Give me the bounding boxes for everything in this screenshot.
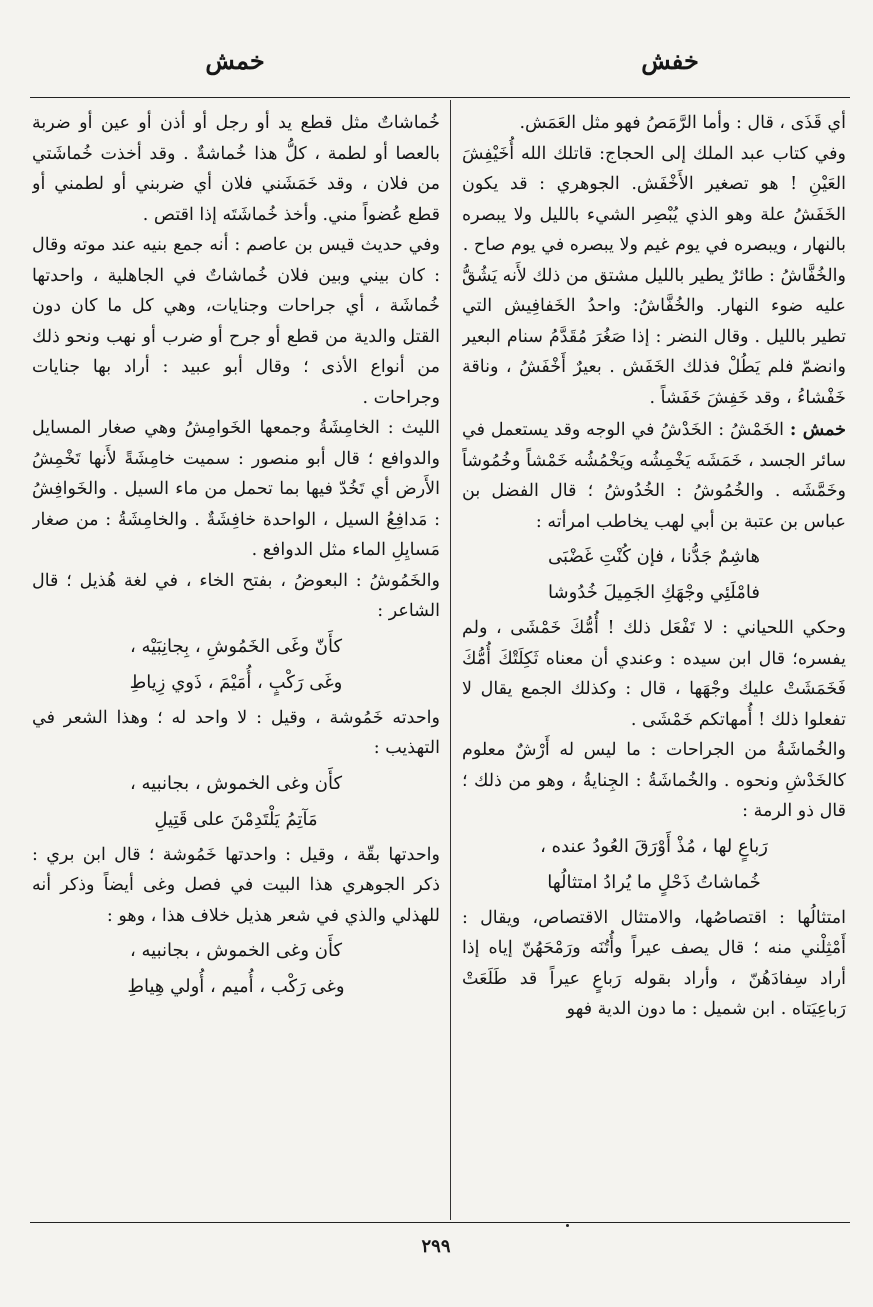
verse-line: رَباعٍ لها ، مُذْ أَوْرَقَ العُودُ عنده ، xyxy=(540,835,768,857)
right-column xyxy=(462,108,846,1216)
paragraph: واحدتها بقّة ، وقيل : واحدتها خَمُوشة ؛ قال ابن بري : ذكر الجوهري هذا البيت في فصل وغى أيضاً وذكر أنه للهذلي والذي في شعر هذيل خلاف هذا ، وهو : xyxy=(32,844,440,926)
paragraph: أي قَذَى ، قال : وأما الرَّمَصُ فهو مثل العَمَش. xyxy=(519,113,846,133)
running-header-left: خمش xyxy=(205,46,265,75)
verse-line: خُماشاتُ ذَحْلٍ ما يُرادُ امتثالُها xyxy=(547,871,761,893)
verse-line: وغى رَكْب ، أُميم ، أُولي هِياطِ xyxy=(127,976,345,997)
running-header-right: خفش xyxy=(641,46,699,75)
paragraph: والخُماشَةُ من الجراحات : ما ليس له أَرْشٌ معلوم كالخَدْشِ ونحوه . والخُماشَةُ : الجِنايةُ ، وهو من ذلك ؛ قال ذو الرمة : xyxy=(462,740,846,821)
verse-line: وغَى رَكْبٍ ، أُمَيْمَ ، ذَوي زِياطِ xyxy=(129,671,343,693)
verse-line: مَآتِمُ يَلْتَدِمْنَ على قَتِيلِ xyxy=(154,808,318,830)
paragraph: وفي حديث قيس بن عاصم : أنه جمع بنيه عند موته وقال : كان بيني وبين فلان خُماشاتٌ في الجاهلية ، واحدتها خُماشَة ، أي جراحات وجنايات، وهي كل ما كان دون القتل والدية من قطع أو جرح أو ضرب أو نهب ونحو ذلك من أنواع الأذى ؛ وقال أبو عبيد : أراد بها جنايات وجراحات . xyxy=(32,235,440,408)
paragraph: وحكي اللحياني : لا تَفْعَل ذلك ! أُمُّكَ خَمْشَى ، ولم يفسره؛ قال ابن سيده : وعندي أن معناه ثَكِلَتْكَ أُمُّكَ فَخَمَشَتْ عليك وجْهَها ، قال : وكذلك الجمع يقال لا تفعلوا ذلك ! أُمهاتكم خَمْشَى . xyxy=(462,618,846,730)
left-column xyxy=(32,108,440,1216)
column-divider xyxy=(450,100,451,1220)
verse-line: كأَن وغى الخموش ، بجانبيه ، xyxy=(129,940,343,961)
entry-headword: خمش : xyxy=(789,420,846,440)
paragraph: واحدته خَمُوشة ، وقيل : لا واحد له ؛ وهذا الشعر في التهذيب : xyxy=(32,707,440,758)
entry-khamash xyxy=(462,415,846,537)
paragraph: الليث : الخامِشَةُ وجمعها الخَوامِشُ وهي صغار المسايل والدوافع ؛ قال أبو منصور : سميت خامِشَةً لأَنها تَخْمِشُ الأَرض أي تَخُدّ فيها بما تحمل من ماء السيل . والخَوافِشُ : مَدافِعُ السيل ، الواحدة خافِشَةٌ . والخامِشَةُ : من صغار مَسايِلِ الماء مثل الدوافع . xyxy=(32,418,440,560)
verse-line: هاشِمٌ جَدُّنا ، فإن كُنْتِ غَضْبَى xyxy=(548,546,760,567)
ornament-dot xyxy=(566,1224,569,1227)
verse-line: كأَن وغى الخموش ، بجانبيه ، xyxy=(129,772,343,794)
bottom-rule xyxy=(30,1222,850,1223)
paragraph: امتثالُها : اقتصاصُها، والامتثال الاقتصاص، ويقال : أَمْثِلْني منه ؛ قال يصف عيراً وأُتُنَه ورَمْحَهُنّ إياه إذا أراد سِفادَهُنّ ، وأراد بقوله رَباعٍ عيراً قد طَلَعَتْ رَباعِيَتاه . ابن شميل : ما دون الدية فهو xyxy=(462,907,846,1019)
paragraph: خُماشاتٌ مثل قطع يد أو رجل أو أذن أو عين أو ضربة بالعصا أو لطمة ، كلُّ هذا خُماشةٌ . وقد أخذت خُماشَتي من فلان ، وقد خَمَشَني فلان أي ضربني أو لطمني أو قطع عُضواً مني. وأخذ خُماشَتَه إذا اقتص . xyxy=(32,113,440,225)
paragraph: الخَمْشُ : الخَدْشُ في الوجه وقد يستعمل في سائر الجسد ، خَمَشَه يَخْمِشُه ويَخْمُشُه خَمْشاً وخُمُوشاً وخَمَّشَه . والخُمُوشُ : الخُدُوشُ ؛ قال الفضل بن عباس بن عتبة بن أبي لهب يخاطب امرأته : xyxy=(462,420,846,532)
page-number: ٢٩٩ xyxy=(421,1236,451,1257)
verse-line: كأَنّ وغَى الخَمُوشِ ، بِجانِبَيْه ، xyxy=(129,635,343,657)
paragraph: والخُفَّاشُ : طائرٌ يطير بالليل مشتق من ذلك لأَنه يَشُقُّ عليه ضوء النهار. والخُفَّاشُ: واحدُ الخَفافِيش التي تطير بالليل . وقال النضر : إذا صَغُرَ مُقَدَّمُ سنام البعير وانضمّ فلم يَطُلْ فذلك الخَفَش . بعيرٌ أَخْفَشُ ، وناقة خَفْشاءُ ، وقد خَفِشَ خَفَشاً . xyxy=(462,265,846,408)
verse-line: فامْلَئِي وجْهَكِ الجَمِيلَ خُدُوشا xyxy=(548,582,760,603)
paragraph: والخَمُوشُ : البعوضُ ، بفتح الخاء ، في لغة هُذيل ؛ قال الشاعر : xyxy=(32,570,440,621)
top-rule xyxy=(30,97,850,98)
paragraph: وفي كتاب عبد الملك إلى الحجاج: قاتلك الله أُخَيْفِشَ العَيْنِ ! هو تصغير الأَخْفَش. الجوهري : قد يكون الخَفَشُ علة وهو الذي يُبْصِر الشيء بالليل ولا يبصره بالنهار ، ويبصره في يوم غيم ولا يبصره في يوم صاح . xyxy=(462,143,846,255)
